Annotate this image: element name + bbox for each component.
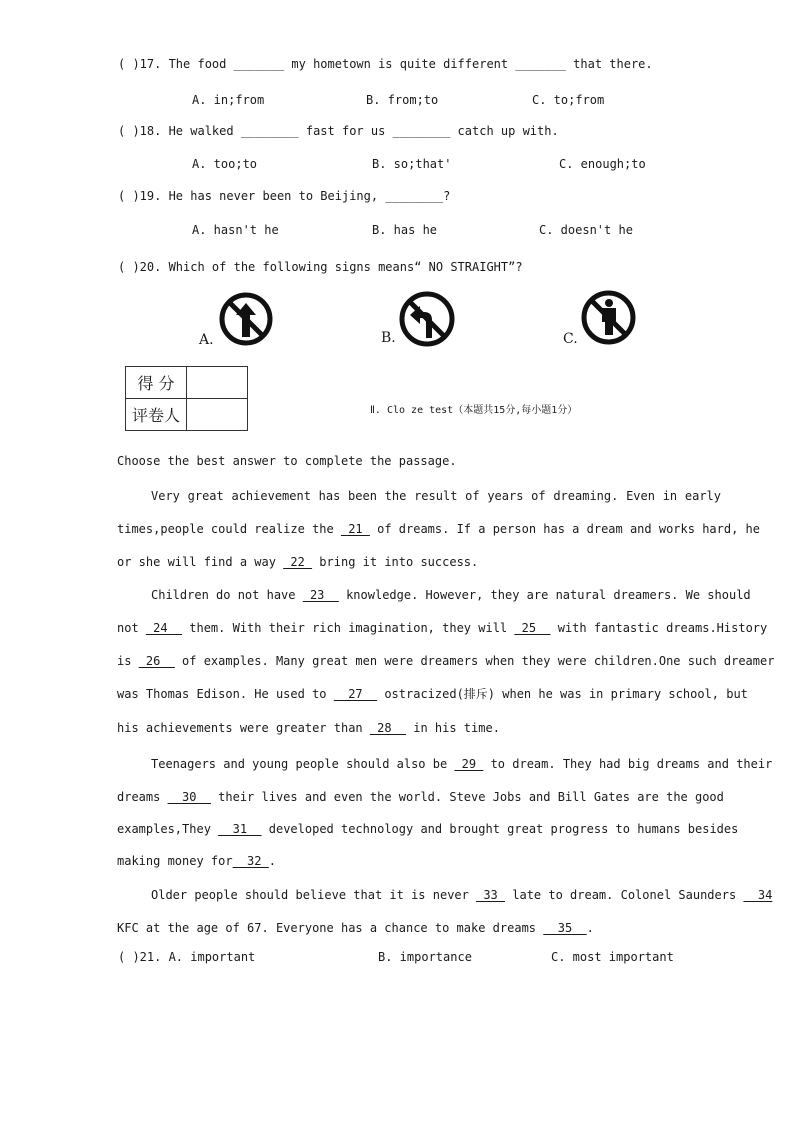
q19-option-a: A. hasn't he: [192, 223, 279, 237]
blank-32: 32: [232, 854, 269, 868]
passage-line: Teenagers and young people should also be 29 to dream. They had big dreams and their: [151, 757, 773, 771]
section-instruction: Choose the best answer to complete the passage.: [117, 454, 457, 468]
q18-option-b: B. so;that': [372, 157, 452, 171]
blank-25: 25: [514, 621, 551, 635]
blank-29: 29: [454, 757, 484, 771]
blank-26: 26: [138, 654, 175, 668]
question-18-stem: ( )18. He walked ________ fast for us ________ catch up with.: [118, 124, 559, 138]
passage-line: times,people could realize the 21 of dreams. If a person has a dream and works hard, he: [117, 522, 761, 536]
grader-label: 评卷人: [126, 399, 187, 431]
passage-line: dreams 30 their lives and even the world. Steve Jobs and Bill Gates are the good: [117, 790, 724, 804]
passage-line: Children do not have 23 knowledge. However, they are natural dreamers. We should: [151, 588, 751, 602]
score-table: [125, 366, 248, 431]
q17-option-a: A. in;from: [192, 93, 265, 107]
question-19-stem: ( )19. He has never been to Beijing, ________?: [118, 189, 451, 203]
passage-line: or she will find a way 22 bring it into success.: [117, 555, 479, 569]
score-cell: [187, 367, 248, 399]
blank-30: 30: [167, 790, 211, 804]
blank-23: 23: [302, 588, 339, 602]
blank-28: 28: [369, 721, 406, 735]
q17-option-b: B. from;to: [366, 93, 439, 107]
blank-34: 34: [743, 888, 773, 902]
q18-option-a: A. too;to: [192, 157, 258, 171]
blank-24: 24: [145, 621, 183, 635]
blank-35: 35: [543, 921, 587, 935]
passage-line: not 24 them. With their rich imagination, they will 25 with fantastic dreams.History: [117, 621, 768, 635]
blank-31: 31: [218, 822, 262, 836]
sign-b-label: B.: [381, 330, 396, 346]
passage-line: examples,They 31 developed technology and brought great progress to humans besides: [117, 822, 739, 836]
q19-option-c: C. doesn't he: [539, 223, 633, 237]
sign-a-label: A.: [199, 332, 214, 348]
no-straight-sign-icon: [218, 291, 274, 347]
passage-line: making money for 32 .: [117, 854, 276, 868]
grader-cell: [187, 399, 248, 431]
question-20-stem: ( )20. Which of the following signs means“ NO STRAIGHT”?: [118, 260, 523, 274]
passage-line: his achievements were greater than 28 in his time.: [117, 721, 500, 735]
passage-line: is 26 of examples. Many great men were dreamers when they were children.One such dreamer: [117, 654, 775, 668]
blank-22: 22: [283, 555, 313, 569]
sign-c-label: C.: [563, 331, 578, 347]
blank-27: 27: [333, 687, 378, 701]
q21-option-b: B. importance: [378, 950, 472, 964]
q21-option-c: C. most important: [551, 950, 674, 964]
score-label: 得 分: [126, 367, 187, 399]
blank-21: 21: [340, 522, 370, 536]
passage-line: KFC at the age of 67. Everyone has a chance to make dreams 35 .: [117, 921, 594, 935]
no-left-turn-sign-icon: [398, 290, 456, 348]
no-pedestrians-sign-icon: [580, 289, 637, 346]
question-17-stem: ( )17. The food _______ my hometown is quite different _______ that there.: [118, 57, 653, 71]
passage-line: was Thomas Edison. He used to 27 ostracized(排斥) when he was in primary school, but: [117, 687, 748, 701]
q19-option-b: B. has he: [372, 223, 438, 237]
passage-line: Very great achievement has been the result of years of dreaming. Even in early: [151, 489, 721, 503]
passage-line: Older people should believe that it is never 33 late to dream. Colonel Saunders 34: [151, 888, 773, 902]
blank-33: 33: [476, 888, 506, 902]
section-2-title: Ⅱ. Clo ze test（本题共15分,每小题1分）: [370, 405, 578, 416]
q18-option-c: C. enough;to: [559, 157, 646, 171]
q17-option-c: C. to;from: [532, 93, 605, 107]
question-21-option-a: ( )21. A. important: [118, 950, 256, 964]
